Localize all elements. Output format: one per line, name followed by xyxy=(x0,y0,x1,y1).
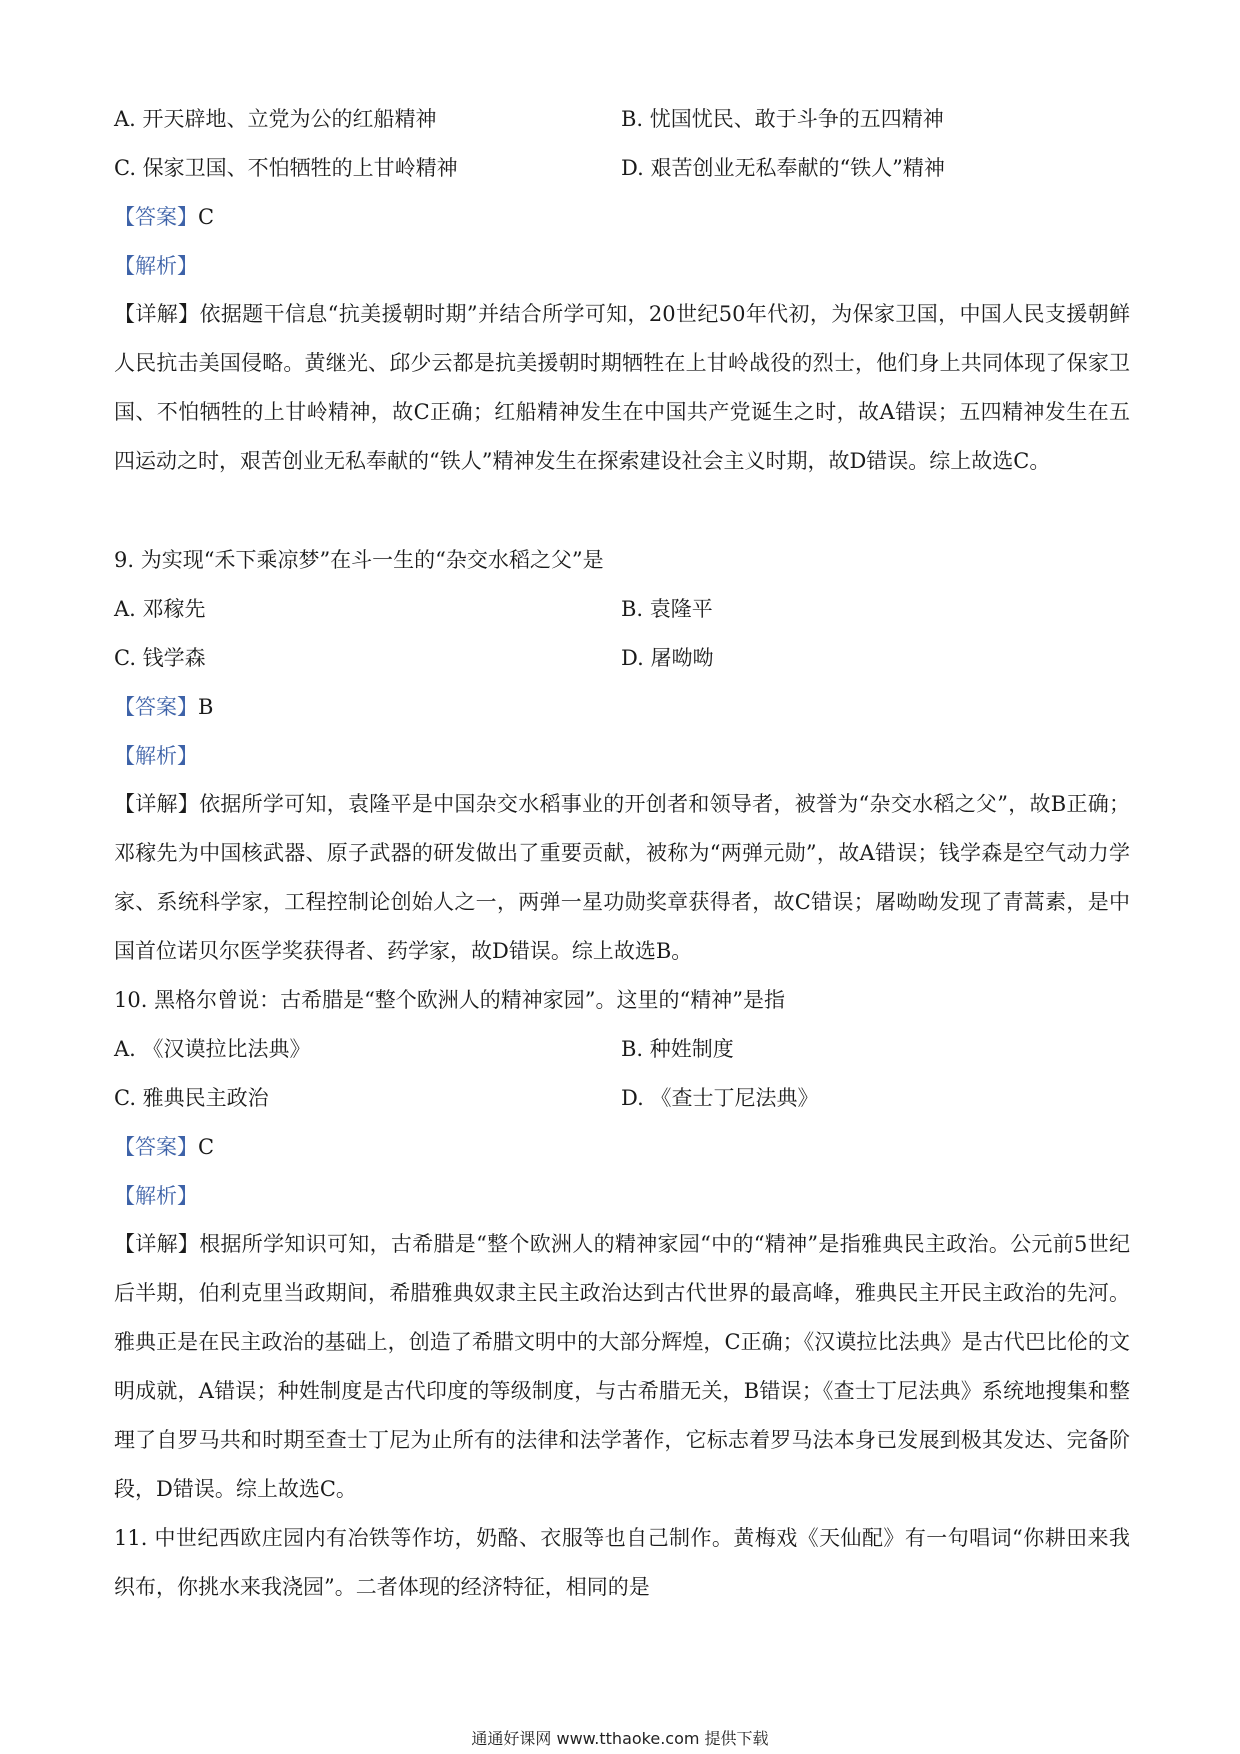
answer-value: C xyxy=(198,1135,215,1159)
q8-option-a: A. 开天辟地、立党为公的红船精神 xyxy=(114,107,437,131)
q9-option-d: D. 屠呦呦 xyxy=(621,646,714,670)
q10-analysis-label: 【解析】 xyxy=(114,1184,198,1208)
answer-label: 【答案】 xyxy=(114,1135,198,1159)
q9-option-a: A. 邓稼先 xyxy=(114,597,206,621)
q10-option-c: C. 雅典民主政治 xyxy=(114,1086,269,1110)
q9-stem: 9. 为实现“禾下乘凉梦”在斗一生的“杂交水稻之父”是 xyxy=(114,548,604,572)
answer-label: 【答案】 xyxy=(114,695,198,719)
q9-option-b: B. 袁隆平 xyxy=(621,597,713,621)
q9-option-c: C. 钱学森 xyxy=(114,646,206,670)
q8-option-d: D. 艰苦创业无私奉献的“铁人”精神 xyxy=(621,156,945,180)
q9-analysis-label: 【解析】 xyxy=(114,744,198,768)
q8-answer xyxy=(114,202,1130,232)
q10-stem: 10. 黑格尔曾说：古希腊是“整个欧洲人的精神家园”。这里的“精神”是指 xyxy=(114,988,786,1012)
q8-detail: 【详解】依据题干信息“抗美援朝时期”并结合所学可知，20世纪50年代初，为保家卫国，中国人民支援朝鲜人民抗击美国侵略。黄继光、邱少云都是抗美援朝时期牺牲在上甘岭战役的烈士，他们身上共同体现了保家卫国、不怕牺牲的上甘岭精神，故C正确；红船精神发生在中国共产党诞生之时，故A错误；五四精神发生在五四运动之时，艰苦创业无私奉献的“铁人”精神发生在探索建设社会主义时期，故D错误。综上故选C。 xyxy=(114,302,1130,473)
q9-detail: 【详解】依据所学可知，袁隆平是中国杂交水稻事业的开创者和领导者，被誉为“杂交水稻之父”，故B正确；邓稼先为中国核武器、原子武器的研发做出了重要贡献，被称为“两弹元勋”，故A错误；钱学森是空气动力学家、系统科学家，工程控制论创始人之一，两弹一星功勋奖章获得者，故C错误；屠呦呦发现了青蒿素，是中国首位诺贝尔医学奖获得者、药学家，故D错误。综上故选B。 xyxy=(114,792,1130,963)
q9-answer xyxy=(114,692,1130,722)
q11-stem: 11. 中世纪西欧庄园内有冶铁等作坊，奶酪、衣服等也自己制作。黄梅戏《天仙配》有一句唱词“你耕田来我织布，你挑水来我浇园”。二者体现的经济特征，相同的是 xyxy=(114,1526,1130,1599)
q8-option-c: C. 保家卫国、不怕牺牲的上甘岭精神 xyxy=(114,156,458,180)
page-footer: 通通好课网 www.tthaoke.com 提供下载 xyxy=(471,1729,769,1748)
q8-option-b: B. 忧国忧民、敢于斗争的五四精神 xyxy=(621,107,944,131)
q10-option-b: B. 种姓制度 xyxy=(621,1037,734,1061)
answer-label: 【答案】 xyxy=(114,205,198,229)
answer-value: B xyxy=(198,695,214,719)
answer-value: C xyxy=(198,205,215,229)
q10-detail: 【详解】根据所学知识可知，古希腊是“整个欧洲人的精神家园“中的“精神”是指雅典民主政治。公元前5世纪后半期，伯利克里当政期间，希腊雅典奴隶主民主政治达到古代世界的最高峰，雅典民主开民主政治的先河。雅典正是在民主政治的基础上，创造了希腊文明中的大部分辉煌，C正确；《汉谟拉比法典》是古代巴比伦的文明成就，A错误；种姓制度是古代印度的等级制度，与古希腊无关，B错误；《查士丁尼法典》系统地搜集和整理了自罗马共和时期至查士丁尼为止所有的法律和法学著作，它标志着罗马法本身已发展到极其发达、完备阶段，D错误。综上故选C。 xyxy=(114,1232,1130,1501)
q10-option-d: D. 《查士丁尼法典》 xyxy=(621,1086,819,1110)
q10-option-a: A. 《汉谟拉比法典》 xyxy=(114,1037,311,1061)
q10-answer xyxy=(114,1132,1130,1162)
q8-analysis-label: 【解析】 xyxy=(114,254,198,278)
